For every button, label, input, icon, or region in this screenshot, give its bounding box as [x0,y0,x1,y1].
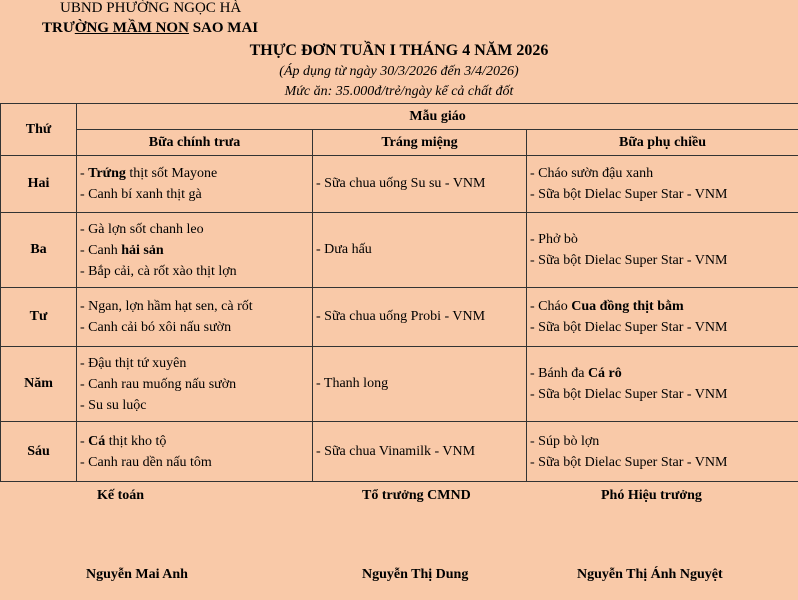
menu-item-text: - Canh bí xanh thịt gà [80,187,202,202]
role-accountant: Kế toán [97,488,145,503]
menu-item-highlight: hải sản [121,242,164,258]
menu-item [80,163,312,184]
menu-item [530,229,798,250]
menu-row [1,347,798,422]
role-team-leader: Tổ trưởng CMND [362,488,471,503]
menu-item-text: - Sữa bột Dielac Super Star - VNM [530,320,728,335]
menu-item [80,374,312,395]
menu-item-text: - Gà lợn sốt chanh leo [80,221,204,237]
day-cell: Sáu [1,422,77,482]
main-meal-cell [77,156,313,213]
menu-item [80,219,312,240]
menu-table [0,103,798,482]
menu-item-text: - [80,433,89,449]
menu-item [530,431,798,452]
menu-row [1,422,798,482]
group-header: Mẫu giáo [77,104,798,130]
menu-item-text: - Sữa bột Dielac Super Star - VNM [530,253,728,268]
main-meal-cell [77,213,313,288]
column-header-snack: Bữa phụ chiều [527,130,798,156]
school-name-part: TRƯ [42,20,75,36]
menu-item [80,431,312,452]
day-cell: Tư [1,288,77,347]
menu-item-text: - Ngan, lợn hầm hạt sen, cà rốt [80,299,253,314]
meal-fee: Mức ăn: 35.000đ/trẻ/ngày kể cả chất đốt [284,84,514,99]
afternoon-snack-cell [527,156,798,213]
column-header-main: Bữa chính trưa [77,130,313,156]
main-meal-cell [77,422,313,482]
menu-item [80,452,312,473]
menu-item-text: - Sữa bột Dielac Super Star - VNM [530,454,728,470]
menu-item-highlight: Trứng [88,166,126,181]
menu-row [1,213,798,288]
menu-item [80,184,312,205]
org-name: UBND PHƯỜNG NGỌC HÀ [60,0,242,16]
menu-item-text: - Cháo sườn đậu xanh [530,166,654,181]
menu-item-text: - Cháo [530,299,572,314]
menu-item-text: - [80,166,89,181]
day-cell: Năm [1,347,77,422]
menu-item [530,317,798,338]
menu-item [530,452,798,473]
role-vice-principal: Phó Hiệu trưởng [601,488,702,503]
menu-item-text: - Bắp cải, cà rốt xào thịt lợn [80,263,237,279]
school-name-underlined: ỜNG MẦM NON [74,20,189,36]
menu-item [80,353,312,374]
menu-item [80,240,312,261]
day-cell: Hai [1,156,77,213]
main-meal-cell [77,347,313,422]
menu-item [530,384,798,405]
menu-item [80,317,312,338]
menu-item [80,296,312,317]
menu-item-highlight: Cá rô [587,366,622,381]
main-meal-cell [77,288,313,347]
menu-item-text: thịt sốt Mayone [125,166,218,181]
afternoon-snack-cell [527,213,798,288]
day-cell: Ba [1,213,77,288]
menu-item [530,296,798,317]
afternoon-snack-cell [527,347,798,422]
menu-item-text: - Canh cải bó xôi nấu sườn [80,320,232,335]
name-team-leader: Nguyễn Thị Dung [362,567,469,582]
dessert-cell: - Sữa chua Vinamilk - VNM [313,422,527,482]
school-name-part: SAO MAI [188,20,259,36]
column-header-dessert: Tráng miệng [313,130,527,156]
name-vice-principal: Nguyễn Thị Ánh Nguyệt [577,567,723,582]
dessert-cell: - Dưa hấu [313,213,527,288]
menu-title: THỰC ĐƠN TUẦN I THÁNG 4 NĂM 2026 [249,42,549,59]
afternoon-snack-cell [527,422,798,482]
day-header: Thứ [1,104,77,156]
dessert-cell: - Thanh long [313,347,527,422]
dessert-cell: - Sữa chua uống Su su - VNM [313,156,527,213]
menu-item [530,184,798,205]
menu-item-text: - Súp bò lợn [530,433,600,449]
menu-item-text: - Phở bò [530,232,578,247]
name-accountant: Nguyễn Mai Anh [86,567,188,582]
menu-row [1,156,798,213]
menu-item-highlight: Cua đồng thịt bằm [571,299,684,314]
menu-item-text: - Canh [80,242,122,258]
menu-item [530,250,798,271]
menu-item-text: thịt kho tộ [105,433,167,449]
menu-item-text: - Đậu thịt tứ xuyên [80,355,187,371]
menu-item [80,395,312,416]
menu-item-highlight: Cá [88,433,106,449]
menu-item-text: - Canh rau dền nấu tôm [80,454,212,470]
applied-dates: (Áp dụng từ ngày 30/3/2026 đến 3/4/2026) [279,64,519,79]
menu-item-text: - Sữa bột Dielac Super Star - VNM [530,387,728,402]
dessert-cell: - Sữa chua uống Probi - VNM [313,288,527,347]
menu-item [80,261,312,282]
afternoon-snack-cell [527,288,798,347]
menu-item-text: - Sữa bột Dielac Super Star - VNM [530,187,728,202]
menu-item-text: - Bánh đa [530,366,588,381]
menu-item-text: - Canh rau muống nấu sườn [80,376,237,392]
menu-item-text: - Su su luộc [80,397,147,413]
menu-row [1,288,798,347]
menu-item [530,363,798,384]
menu-item [530,163,798,184]
school-name [42,20,258,37]
